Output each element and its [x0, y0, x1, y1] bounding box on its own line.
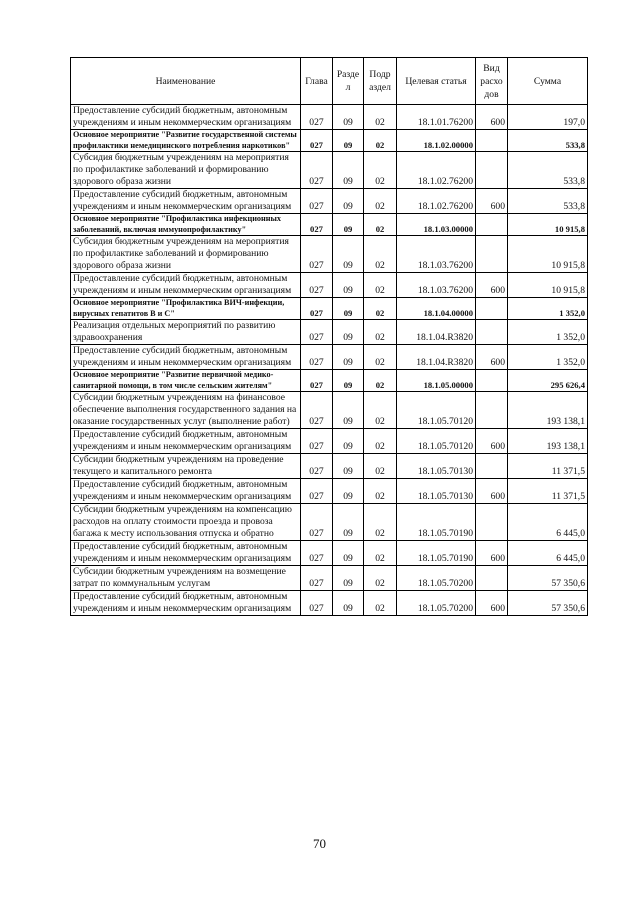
cell-summa: 10 915,8 [508, 273, 588, 298]
cell-glava: 027 [301, 591, 333, 616]
cell-celevaya-statya: 18.1.02.00000 [397, 130, 476, 152]
cell-podrazdel: 02 [364, 591, 397, 616]
cell-glava: 027 [301, 454, 333, 479]
cell-celevaya-statya: 18.1.01.76200 [397, 105, 476, 130]
table-row [71, 566, 588, 591]
cell-celevaya-statya: 18.1.04.R3820 [397, 345, 476, 370]
cell-name: Предоставление субсидий бюджетным, автономным учреждениям и иным некоммерческим организациям [71, 479, 301, 504]
cell-razdel: 09 [333, 541, 364, 566]
cell-vid-rashodov [476, 236, 508, 273]
cell-podrazdel: 02 [364, 454, 397, 479]
table-row [71, 105, 588, 130]
cell-name: Реализация отдельных мероприятий по развитию здравоохранения [71, 320, 301, 345]
cell-podrazdel: 02 [364, 320, 397, 345]
cell-name: Предоставление субсидий бюджетным, автономным учреждениям и иным некоммерческим организациям [71, 273, 301, 298]
cell-glava: 027 [301, 273, 333, 298]
cell-podrazdel: 02 [364, 541, 397, 566]
cell-podrazdel: 02 [364, 479, 397, 504]
cell-podrazdel: 02 [364, 566, 397, 591]
cell-name: Субсидии бюджетным учреждениям на проведение текущего и капитального ремонта [71, 454, 301, 479]
cell-name: Предоставление субсидий бюджетным, автономным учреждениям и иным некоммерческим организациям [71, 541, 301, 566]
table-row [71, 591, 588, 616]
cell-summa: 295 626,4 [508, 370, 588, 392]
cell-razdel: 09 [333, 454, 364, 479]
cell-podrazdel: 02 [364, 504, 397, 541]
table-row [71, 298, 588, 320]
cell-glava: 027 [301, 130, 333, 152]
cell-razdel: 09 [333, 320, 364, 345]
cell-vid-rashodov: 600 [476, 345, 508, 370]
header-vid-rashodov: Вид расхо дов [476, 58, 508, 105]
table-row [71, 320, 588, 345]
cell-summa: 193 138,1 [508, 392, 588, 429]
cell-vid-rashodov [476, 566, 508, 591]
cell-name: Субсидии бюджетным учреждениям на финансовое обеспечение выполнения государственного задания на оказание государственных услуг (выполнение работ) [71, 392, 301, 429]
cell-glava: 027 [301, 189, 333, 214]
table-row [71, 504, 588, 541]
cell-razdel: 09 [333, 392, 364, 429]
cell-vid-rashodov: 600 [476, 429, 508, 454]
cell-vid-rashodov [476, 298, 508, 320]
cell-glava: 027 [301, 429, 333, 454]
table-body [71, 105, 588, 616]
cell-summa: 10 915,8 [508, 236, 588, 273]
cell-razdel: 09 [333, 504, 364, 541]
cell-summa: 1 352,0 [508, 345, 588, 370]
cell-razdel: 09 [333, 130, 364, 152]
cell-glava: 027 [301, 105, 333, 130]
cell-vid-rashodov [476, 454, 508, 479]
cell-razdel: 09 [333, 236, 364, 273]
cell-podrazdel: 02 [364, 152, 397, 189]
cell-glava: 027 [301, 479, 333, 504]
cell-summa: 57 350,6 [508, 591, 588, 616]
table-row [71, 454, 588, 479]
cell-celevaya-statya: 18.1.02.76200 [397, 189, 476, 214]
table-row [71, 189, 588, 214]
cell-name: Предоставление субсидий бюджетным, автономным учреждениям и иным некоммерческим организациям [71, 105, 301, 130]
cell-summa: 533,8 [508, 152, 588, 189]
cell-celevaya-statya: 18.1.05.70120 [397, 429, 476, 454]
cell-podrazdel: 02 [364, 345, 397, 370]
cell-name: Предоставление субсидий бюджетным, автономным учреждениям и иным некоммерческим организациям [71, 189, 301, 214]
budget-table [70, 57, 588, 616]
cell-summa: 11 371,5 [508, 454, 588, 479]
cell-vid-rashodov: 600 [476, 273, 508, 298]
cell-celevaya-statya: 18.1.05.70120 [397, 392, 476, 429]
cell-name: Субсидия бюджетным учреждениям на мероприятия по профилактике заболеваний и формированию здорового образа жизни [71, 152, 301, 189]
table-row [71, 429, 588, 454]
header-glava: Глава [301, 58, 333, 105]
cell-podrazdel: 02 [364, 273, 397, 298]
cell-razdel: 09 [333, 566, 364, 591]
cell-glava: 027 [301, 541, 333, 566]
header-razdel: Разде л [333, 58, 364, 105]
cell-razdel: 09 [333, 298, 364, 320]
table-row [71, 152, 588, 189]
cell-summa: 1 352,0 [508, 320, 588, 345]
cell-vid-rashodov [476, 214, 508, 236]
table-header [71, 58, 588, 105]
table-row [71, 345, 588, 370]
cell-summa: 1 352,0 [508, 298, 588, 320]
cell-vid-rashodov [476, 130, 508, 152]
cell-summa: 10 915,8 [508, 214, 588, 236]
cell-celevaya-statya: 18.1.05.70200 [397, 591, 476, 616]
cell-vid-rashodov: 600 [476, 541, 508, 566]
cell-celevaya-statya: 18.1.05.70130 [397, 479, 476, 504]
cell-podrazdel: 02 [364, 105, 397, 130]
header-row [71, 58, 588, 105]
cell-name: Основное мероприятие "Профилактика ВИЧ-инфекции, вирусных гепатитов В и С" [71, 298, 301, 320]
cell-name: Основное мероприятие "Развитие государственной системы профилактики немедицинского потребления наркотиков" [71, 130, 301, 152]
cell-summa: 6 445,0 [508, 541, 588, 566]
header-summa: Сумма [508, 58, 588, 105]
cell-name: Субсидии бюджетным учреждениям на компенсацию расходов на оплату стоимости проезда и провоза багажа к месту использования отпуска и обратно [71, 504, 301, 541]
cell-summa: 533,8 [508, 189, 588, 214]
cell-celevaya-statya: 18.1.02.76200 [397, 152, 476, 189]
cell-name: Предоставление субсидий бюджетным, автономным учреждениям и иным некоммерческим организациям [71, 591, 301, 616]
cell-glava: 027 [301, 345, 333, 370]
cell-vid-rashodov [476, 152, 508, 189]
table-row [71, 236, 588, 273]
cell-podrazdel: 02 [364, 298, 397, 320]
cell-glava: 027 [301, 298, 333, 320]
table-row [71, 370, 588, 392]
cell-podrazdel: 02 [364, 392, 397, 429]
cell-summa: 533,8 [508, 130, 588, 152]
cell-podrazdel: 02 [364, 429, 397, 454]
page-number: 70 [313, 836, 326, 851]
table-row [71, 130, 588, 152]
cell-glava: 027 [301, 370, 333, 392]
cell-razdel: 09 [333, 429, 364, 454]
table-row [71, 273, 588, 298]
cell-podrazdel: 02 [364, 370, 397, 392]
cell-glava: 027 [301, 236, 333, 273]
table-row [71, 479, 588, 504]
cell-razdel: 09 [333, 370, 364, 392]
cell-name: Субсидия бюджетным учреждениям на мероприятия по профилактике заболеваний и формированию здорового образа жизни [71, 236, 301, 273]
header-podrazdel: Подр аздел [364, 58, 397, 105]
table-row [71, 541, 588, 566]
table-row [71, 214, 588, 236]
cell-razdel: 09 [333, 214, 364, 236]
cell-podrazdel: 02 [364, 214, 397, 236]
cell-vid-rashodov [476, 504, 508, 541]
cell-glava: 027 [301, 566, 333, 591]
cell-razdel: 09 [333, 591, 364, 616]
header-name: Наименование [71, 58, 301, 105]
cell-name: Основное мероприятие "Развитие первичной медико-санитарной помощи, в том числе сельским жителям" [71, 370, 301, 392]
cell-celevaya-statya: 18.1.04.00000 [397, 298, 476, 320]
cell-glava: 027 [301, 214, 333, 236]
cell-celevaya-statya: 18.1.05.70130 [397, 454, 476, 479]
cell-glava: 027 [301, 152, 333, 189]
cell-glava: 027 [301, 392, 333, 429]
cell-summa: 6 445,0 [508, 504, 588, 541]
cell-name: Субсидии бюджетным учреждениям на возмещение затрат по коммунальным услугам [71, 566, 301, 591]
cell-celevaya-statya: 18.1.05.70190 [397, 541, 476, 566]
cell-vid-rashodov: 600 [476, 105, 508, 130]
cell-glava: 027 [301, 504, 333, 541]
header-celevaya-statya: Целевая статья [397, 58, 476, 105]
cell-name: Предоставление субсидий бюджетным, автономным учреждениям и иным некоммерческим организациям [71, 429, 301, 454]
cell-razdel: 09 [333, 345, 364, 370]
cell-razdel: 09 [333, 273, 364, 298]
cell-celevaya-statya: 18.1.04.R3820 [397, 320, 476, 345]
cell-razdel: 09 [333, 479, 364, 504]
cell-podrazdel: 02 [364, 236, 397, 273]
cell-razdel: 09 [333, 152, 364, 189]
cell-celevaya-statya: 18.1.03.76200 [397, 236, 476, 273]
cell-name: Основное мероприятие "Профилактика инфекционных заболеваний, включая иммунопрофилактику" [71, 214, 301, 236]
cell-celevaya-statya: 18.1.05.70200 [397, 566, 476, 591]
cell-summa: 57 350,6 [508, 566, 588, 591]
cell-vid-rashodov: 600 [476, 479, 508, 504]
cell-celevaya-statya: 18.1.03.76200 [397, 273, 476, 298]
table-row [71, 392, 588, 429]
cell-summa: 193 138,1 [508, 429, 588, 454]
cell-vid-rashodov [476, 320, 508, 345]
cell-glava: 027 [301, 320, 333, 345]
cell-celevaya-statya: 18.1.05.00000 [397, 370, 476, 392]
cell-vid-rashodov [476, 392, 508, 429]
cell-razdel: 09 [333, 189, 364, 214]
cell-name: Предоставление субсидий бюджетным, автономным учреждениям и иным некоммерческим организациям [71, 345, 301, 370]
cell-vid-rashodov [476, 370, 508, 392]
cell-vid-rashodov: 600 [476, 189, 508, 214]
cell-celevaya-statya: 18.1.03.00000 [397, 214, 476, 236]
cell-celevaya-statya: 18.1.05.70190 [397, 504, 476, 541]
cell-podrazdel: 02 [364, 189, 397, 214]
cell-vid-rashodov: 600 [476, 591, 508, 616]
cell-summa: 197,0 [508, 105, 588, 130]
cell-podrazdel: 02 [364, 130, 397, 152]
cell-razdel: 09 [333, 105, 364, 130]
cell-summa: 11 371,5 [508, 479, 588, 504]
